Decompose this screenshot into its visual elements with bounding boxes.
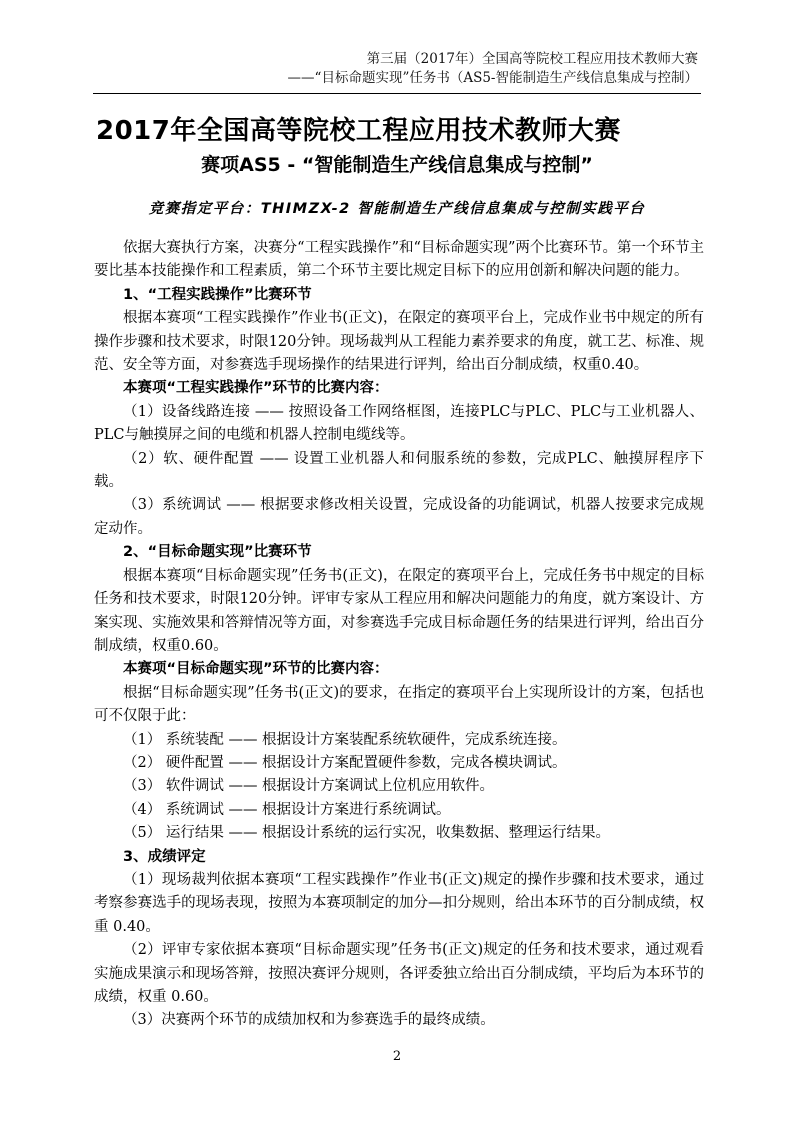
list-item: （4） 系统调试 —— 根据设计方案进行系统调试。 <box>123 801 451 818</box>
header-rule <box>93 93 701 94</box>
paragraph: 根据“目标命题实现”任务书(正文)的要求，在指定的赛项平台上实现所设计的方案，包括也可不仅限于此： <box>94 684 704 725</box>
list-item: （2） 硬件配置 —— 根据设计方案配置硬件参数，完成各模块调试。 <box>123 754 567 771</box>
section-heading: 3、成绩评定 <box>123 848 206 865</box>
section-heading: 1、“工程实践操作”比赛环节 <box>123 286 312 303</box>
list-item: （3） 软件调试 —— 根据设计方案调试上位机应用软件。 <box>123 778 495 795</box>
subsection-heading: 本赛项“目标命题实现”环节的比赛内容： <box>123 661 389 678</box>
list-item: （2）评审专家依据本赛项“目标命题实现”任务书(正文)规定的任务和技术要求，通过观看实施成果演示和现场答辩，按照决赛评分规则，各评委独立给出百分制成绩，平均后为本环节的成绩，权重 0.60。 <box>94 942 704 1005</box>
page-number: 2 <box>392 1049 402 1064</box>
document-subtitle: 赛项AS5 - “智能制造生产线信息集成与控制” <box>201 154 593 176</box>
platform-line: 竞赛指定平台：THIMZX-2 智能制造生产线信息集成与控制实践平台 <box>148 201 646 217</box>
document-title: 2017年全国高等院校工程应用技术教师大赛 <box>96 116 621 146</box>
paragraph: 根据本赛项“工程实践操作”作业书(正文)，在限定的赛项平台上，完成作业书中规定的所有操作步骤和技术要求，时限120分钟。现场裁判从工程能力素养要求的角度，就工艺、标准、规范、安全等方面，对参赛选手现场操作的结果进行评判，给出百分制成绩，权重0.40。 <box>94 310 704 374</box>
header-line-1: 第三届（2017年）全国高等院校工程应用技术教师大赛 <box>366 51 698 67</box>
list-item: （3）系统调试 —— 根据要求修改相关设置，完成设备的功能调试，机器人按要求完成规定动作。 <box>94 497 704 537</box>
list-item: （2）软、硬件配置 —— 设置工业机器人和伺服系统的参数，完成PLC、触摸屏程序下载。 <box>94 450 704 491</box>
list-item: （1） 系统装配 —— 根据设计方案装配系统软硬件，完成系统连接。 <box>123 731 567 748</box>
paragraph: 根据本赛项“目标命题实现”任务书(正文)，在限定的赛项平台上，完成任务书中规定的目标任务和技术要求，时限120分钟。评审专家从工程应用和解决问题能力的角度，就方案设计、方案实现、实施效果和答辩情况等方面，对参赛选手完成目标命题任务的结果进行评判，给出百分制成绩，权重0.60。 <box>94 567 704 654</box>
list-item: （3）决赛两个环节的成绩加权和为参赛选手的最终成绩。 <box>123 1012 495 1029</box>
document-body <box>94 237 704 1033</box>
subsection-heading: 本赛项“工程实践操作”环节的比赛内容： <box>123 380 389 397</box>
list-item: （5） 运行结果 —— 根据设计系统的运行实况，收集数据、整理运行结果。 <box>123 825 611 842</box>
header-line-2: ——“目标命题实现”任务书（AS5-智能制造生产线信息集成与控制） <box>287 70 698 86</box>
paragraph: 依据大赛执行方案，决赛分“工程实践操作”和“目标命题实现”两个比赛环节。第一个环节主要比基本技能操作和工程素质，第二个环节主要比规定目标下的应用创新和解决问题的能力。 <box>94 240 704 280</box>
running-header <box>288 50 698 88</box>
list-item: （1）现场裁判依据本赛项“工程实践操作”作业书(正文)规定的操作步骤和技术要求，通过考察参赛选手的现场表现，按照为本赛项制定的加分—扣分规则，给出本环节的百分制成绩，权重 0.40。 <box>94 871 704 935</box>
section-heading: 2、“目标命题实现”比赛环节 <box>123 544 312 561</box>
list-item: （1）设备线路连接 —— 按照设备工作网络框图，连接PLC与PLC、PLC与工业机器人、PLC与触摸屏之间的电缆和机器人控制电缆线等。 <box>94 403 704 444</box>
